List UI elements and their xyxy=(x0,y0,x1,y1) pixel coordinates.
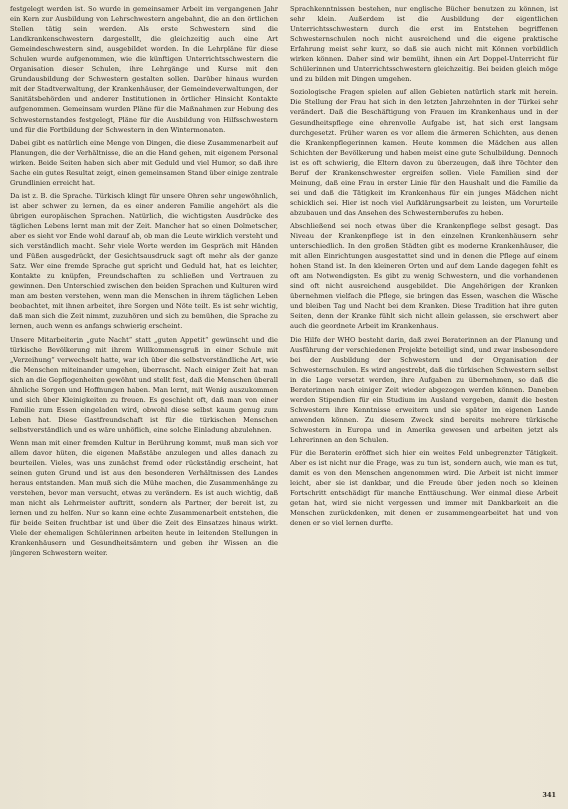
left-column xyxy=(10,4,278,799)
text-columns xyxy=(10,4,558,799)
right-paragraph-4: Die Hilfe der WHO besteht darin, daß zwei Beraterinnen an der Planung und Ausführung der verschiedenen Projekte beteiligt sind, und zwar insbesondere bei der Ausbildung der Schwestern und der Organisation der Schwesternschulen. Es wird angestrebt, daß die türkischen Schwestern selbst in die Lage versetzt werden, ihre Aufgaben zu übernehmen, so daß die Beraterinnen nach einiger Zeit wieder abgezogen werden können. Daneben werden Stipendien für ein Studium im Ausland vergeben, damit die besten Schwestern ihre Kenntnisse erweitern und sie später im eigenen Lande anwenden können. Zu diesem Zweck sind bereits mehrere türkische Schwestern in Europa und in Amerika gewesen und arbeiten jetzt als Lehrerinnen an den Schulen. xyxy=(290,335,558,444)
left-paragraph-5: Wenn man mit einer fremden Kultur in Berührung kommt, muß man sich vor allem davor hüten, die eigenen Maßstäbe anzulegen und alles danach zu beurteilen. Vieles, was uns zunächst fremd oder rückständig erscheint, hat seinen guten Grund und ist aus den besonderen Verhältnissen des Landes heraus entstanden. Man muß sich die Mühe machen, die Zusammenhänge zu verstehen, bevor man versucht, etwas zu verändern. Es ist auch wichtig, daß man nicht als Lehrmeister auftritt, sondern als Partner, der bereit ist, zu lernen und zu helfen. Nur so kann eine echte Zusammenarbeit entstehen, die für beide Seiten fruchtbar ist und über die Zeit des Einsatzes hinaus wirkt. Viele der ehemaligen Schülerinnen arbeiten heute in leitenden Stellungen in Krankenhäusern und Gesundheitsämtern und geben ihr Wissen an die jüngeren Schwestern weiter. xyxy=(10,438,278,558)
right-paragraph-1: Sprachkenntnissen bestehen, nur englische Bücher benutzen zu können, ist sehr klein. Außerdem ist die Ausbildung der eigentlichen Unterrichtsschwestern durch die erst im Entstehen begriffenen Schwesternschulen noch nicht ausreichend und die eigene praktische Erfahrung meist sehr kurz, so daß sie auch nicht mit Können vorbildlich wirken können. Daher sind wir bemüht, ihnen ein Art Doppel-Unterricht für Schülerinnen und Unterrichtsschwestern gleichzeitig. Bei beiden gleich möge und zu bilden mit Dingen umgehen. xyxy=(290,5,558,84)
left-paragraph-2: Dabei gibt es natürlich eine Menge von Dingen, die diese Zusammenarbeit auf Planungen, die der Verhältnisse, die an die Hand gehen, mit eigenem Personal wirken. Beide Seiten haben sich aber mit Geduld und viel Humor, so daß ihre Sache ein gutes Resultat zeigt, einen gemeinsamen Stand über einige zentrale Grundlinien erreicht hat. xyxy=(10,138,278,187)
left-paragraph-4: Unsere Mitarbeiterin „gute Nacht“ statt „guten Appetit“ gewünscht und die türkische Bevölkerung mit ihrem Willkommensgruß in einer Schule mit „Verzeihung“ verwechselt hatte, war ich über die selbstverständliche Art, wie die Menschen miteinander umgehen, überrascht. Nach einiger Zeit hat man sich an die Gepflogenheiten gewöhnt und stellt fest, daß die Menschen überall ähnliche Sorgen und Hoffnungen haben. Man lernt, mit Wenig auszukommen und sich über Kleinigkeiten zu freuen. Es geschieht oft, daß man von einer Familie zum Essen eingeladen wird, obwohl diese selbst kaum genug zum Leben hat. Diese Gastfreundschaft ist für die türkischen Menschen selbstverständlich und es wäre unhöflich, eine solche Einladung abzulehnen. xyxy=(10,335,278,434)
left-paragraph-3: Da ist z. B. die Sprache. Türkisch klingt für unsere Ohren sehr ungewöhnlich, ist aber schwer zu lernen, da es einer anderen Familie angehört als die übrigen europäischen Sprachen. Natürlich, die wichtigsten Ausdrücke des täglichen Lebens lernt man mit der Zeit. Mancher hat so einen Dolmetscher, aber es sieht vor Ende wohl darauf ab, ob man die Leute wirklich versteht und sich verständlich macht. Sehr viele Worte werden im Gespräch mit Händen und Füßen ausgedrückt, der Gesichtsausdruck sagt oft mehr als der ganze Satz. Wer eine fremde Sprache gut spricht und Geduld hat, hat es leichter, Kontakte zu knüpfen, Freundschaften zu schließen und Vertrauen zu gewinnen. Den Unterschied zwischen den beiden Sprachen und Kulturen wird man am besten verstehen, wenn man die Menschen in ihrem täglichen Leben beobachtet, mit ihnen arbeitet, ihre Sorgen und Nöte teilt. Es ist sehr wichtig, daß man sich die Zeit nimmt, zuzuhören und sich zu bemühen, die Sprache zu lernen, auch wenn es anfangs schwierig erscheint. xyxy=(10,191,278,331)
right-paragraph-5: Für die Beraterin eröffnet sich hier ein weites Feld unbegrenzter Tätigkeit. Aber es ist nicht nur die Frage, was zu tun ist, sondern auch, wie man es tut, damit es von den Menschen angenommen wird. Die Arbeit ist nicht immer leicht, aber sie ist dankbar, und die Freude über jeden noch so kleinen Fortschritt entschädigt für manche Enttäuschung. Wer einmal diese Arbeit getan hat, wird sie nicht vergessen und immer mit Dankbarkeit an die Menschen zurückdenken, mit denen er zusammengearbeitet hat und von denen er so viel lernen durfte. xyxy=(290,449,558,528)
right-paragraph-2: Soziologische Fragen spielen auf allen Gebieten natürlich stark mit herein. Die Stellung der Frau hat sich in den letzten Jahrzehnten in der Türkei sehr verändert. Daß die Beschäftigung von Frauen im Krankenhaus und in der Gesundheitspflege eine ehrenvolle Aufgabe ist, hat sich erst langsam durchgesetzt. Früher waren es vor allem die ärmeren Schichten, aus denen die Krankenpflegerinnen kamen. Heute kommen die Mädchen aus allen Schichten der Bevölkerung und haben meist eine gute Schulbildung. Dennoch ist es oft schwierig, die Eltern davon zu überzeugen, daß ihre Töchter den Beruf der Krankenschwester ergreifen sollen. Viele Familien sind der Meinung, daß eine Frau in erster Linie für den Haushalt und die Familie da sei und daß die Tätigkeit im Krankenhaus für ein junges Mädchen nicht schicklich sei. Hier ist noch viel Aufklärungsarbeit zu leisten, um Vorurteile abzubauen und das Ansehen des Schwesternberufes zu heben. xyxy=(290,88,558,217)
left-paragraph-1: festgelegt werden ist. So wurde in gemeinsamer Arbeit im vergangenen Jahr ein Kern zur Ausbildung von Lehrschwestern angebahnt, die an den örtlichen Stellen tätig sein werden. Als erste Schwestern sind die Landkrankenschwestern dargestellt, die gleichzeitig auch eine Art Gemeindeschwestern sind, ausgebildet worden. In die Lehrpläne für diese Schulen wurde aufgenommen, wie die künftigen Unterrichtsschwestern die Organisation dieser Schulen, ihre Lehrgänge und Kurse mit den Grundausbildung der Schwestern gestalten sollen. Darüber hinaus wurden mit der Stadtverwaltung, der Krankenhäuser, der Gemeindeverwaltungen, der Sanitätsbehörden und anderer Institutionen in örtlicher Hinsicht Kontakte aufgenommen. Gemeinsam wurden Pläne für die Maßnahmen zur Hebung des Schwesternstandes festgelegt, Pläne für die Ausbildung von Hilfsschwestern und für die Fortbildung der Schwestern in den Wintermonaten. xyxy=(10,5,278,134)
right-column xyxy=(290,4,558,799)
right-paragraph-3: Abschließend sei noch etwas über die Krankenpflege selbst gesagt. Das Niveau der Krankenpflege ist in den einzelnen Krankenhäusern sehr unterschiedlich. In den großen Städten gibt es moderne Krankenhäuser, die mit allen Einrichtungen ausgestattet sind und in denen die Pflege auf einem hohen Stand ist. In den kleineren Orten und auf dem Lande dagegen fehlt es oft am Notwendigsten. Es gibt zu wenig Schwestern, und die vorhandenen sind oft nicht ausreichend ausgebildet. Die Angehörigen der Kranken übernehmen vielfach die Pflege, sie bringen das Essen, waschen die Wäsche und bleiben Tag und Nacht bei dem Kranken. Diese Tradition hat ihre guten Seiten, denn der Kranke fühlt sich nicht allein gelassen, sie erschwert aber auch die geordnete Arbeit im Krankenhaus. xyxy=(290,221,558,331)
page-number: 341 xyxy=(542,791,556,799)
